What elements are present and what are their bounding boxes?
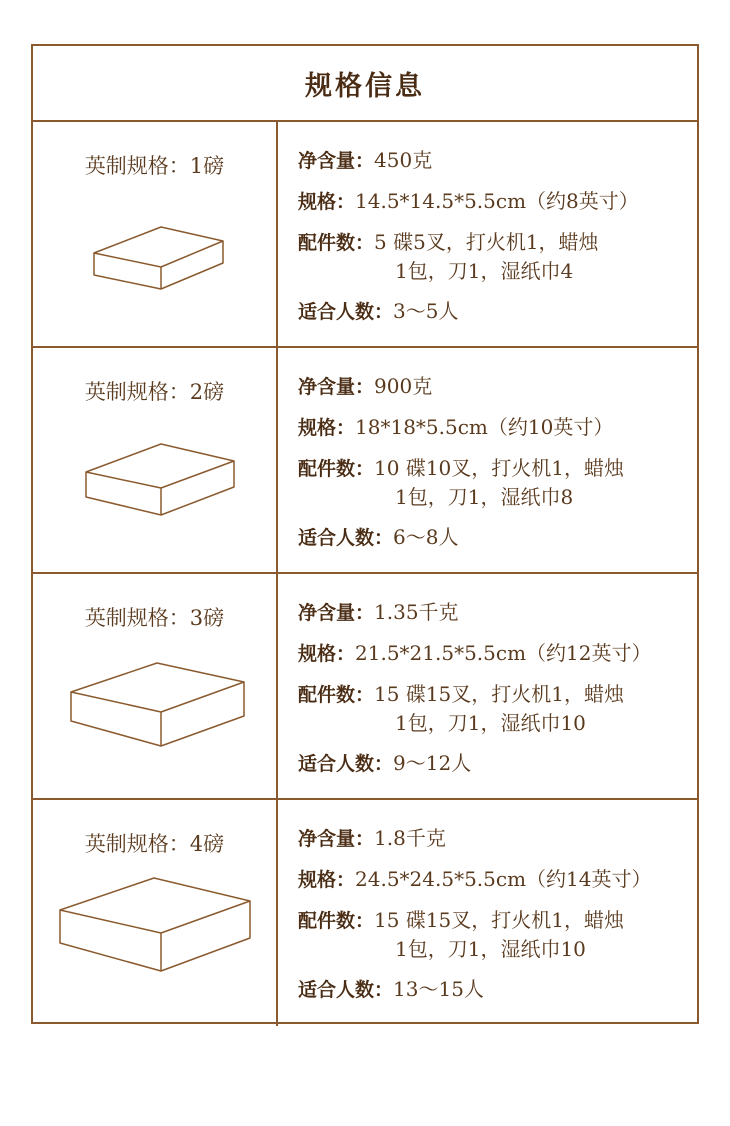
detail-cell	[298, 824, 693, 1016]
people-label: 适合人数：	[298, 753, 394, 775]
spec-row-2	[33, 348, 697, 574]
people-value: 13～15人	[393, 977, 484, 1001]
weight-label: 净含量：	[298, 602, 375, 624]
people-label: 适合人数：	[298, 527, 394, 549]
spec-value: 21.5*21.5*5.5cm（约12英寸）	[355, 641, 652, 665]
spec-value: 24.5*24.5*5.5cm（约14英寸）	[355, 867, 652, 891]
people-value: 3～5人	[393, 299, 459, 323]
size-label: 英制规格：1磅	[84, 154, 225, 178]
cake-box-icon	[33, 800, 278, 1026]
spec-label: 规格：	[298, 869, 356, 891]
accessories-label: 配件数：	[298, 684, 375, 706]
accessories-label: 配件数：	[298, 910, 375, 932]
spec-value: 18*18*5.5cm（约10英寸）	[355, 415, 614, 439]
detail-cell	[298, 598, 693, 790]
accessories-line1: 10 碟10叉，打火机1，蜡烛	[374, 456, 624, 480]
detail-cell	[298, 146, 693, 338]
weight-label: 净含量：	[298, 828, 375, 850]
weight-value: 900克	[374, 374, 433, 398]
spec-label: 规格：	[298, 417, 356, 439]
size-cell	[33, 800, 278, 1026]
people-label: 适合人数：	[298, 301, 394, 323]
spec-value: 14.5*14.5*5.5cm（约8英寸）	[355, 189, 639, 213]
size-label: 英制规格：2磅	[84, 380, 225, 404]
weight-label: 净含量：	[298, 376, 375, 398]
accessories-line2: 1包，刀1，湿纸巾10	[395, 711, 586, 735]
weight-value: 1.35千克	[374, 600, 459, 624]
accessories-label: 配件数：	[298, 232, 375, 254]
table-title: 规格信息	[305, 70, 425, 102]
people-label: 适合人数：	[298, 979, 394, 1001]
weight-value: 1.8千克	[374, 826, 446, 850]
people-value: 6～8人	[393, 525, 459, 549]
spec-label: 规格：	[298, 643, 356, 665]
size-label: 英制规格：4磅	[84, 832, 225, 856]
weight-label: 净含量：	[298, 150, 375, 172]
spec-row-3	[33, 574, 697, 800]
spec-table	[31, 44, 699, 1024]
detail-cell	[298, 372, 693, 564]
accessories-line2: 1包，刀1，湿纸巾8	[395, 485, 574, 509]
accessories-line2: 1包，刀1，湿纸巾4	[395, 259, 574, 283]
cake-box-icon	[33, 122, 278, 348]
accessories-label: 配件数：	[298, 458, 375, 480]
size-label: 英制规格：3磅	[84, 606, 225, 630]
size-cell	[33, 348, 278, 572]
spec-row-4	[33, 800, 697, 1026]
cake-box-icon	[33, 348, 278, 574]
spec-row-1	[33, 122, 697, 348]
cake-box-icon	[33, 574, 278, 800]
accessories-line2: 1包，刀1，湿纸巾10	[395, 937, 586, 961]
accessories-line1: 15 碟15叉，打火机1，蜡烛	[374, 682, 624, 706]
accessories-line1: 15 碟15叉，打火机1，蜡烛	[374, 908, 624, 932]
accessories-line1: 5 碟5叉，打火机1，蜡烛	[374, 230, 599, 254]
title-row	[33, 46, 697, 122]
size-cell	[33, 574, 278, 798]
weight-value: 450克	[374, 148, 433, 172]
spec-label: 规格：	[298, 191, 356, 213]
people-value: 9～12人	[393, 751, 472, 775]
size-cell	[33, 122, 278, 346]
